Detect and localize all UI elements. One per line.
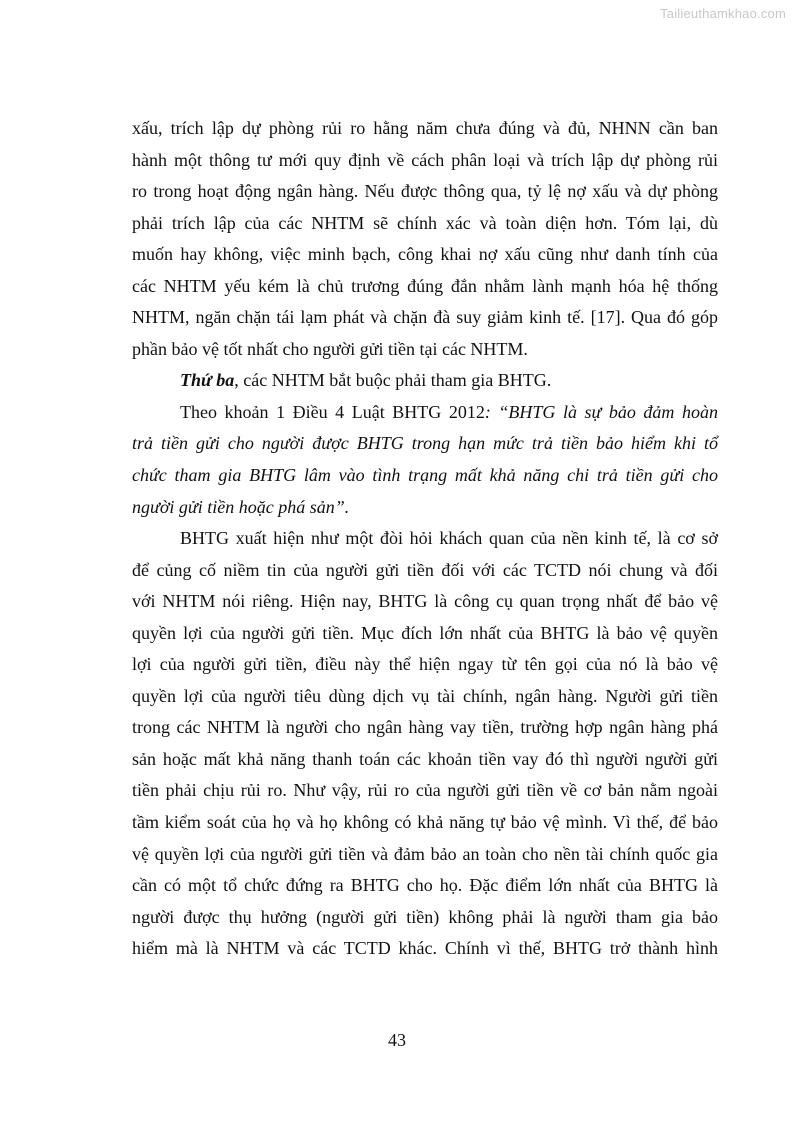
text-line xyxy=(132,302,718,334)
text-line xyxy=(132,428,718,460)
text-run: ro trong hoạt động ngân hàng. Nếu được thông qua, tỷ lệ nợ xấu và dự phòng xyxy=(132,181,718,202)
text-line xyxy=(132,492,718,524)
text-line xyxy=(132,681,718,713)
text-line xyxy=(132,208,718,240)
text-run: để củng cố niềm tin của người gửi tiền đối với các TCTD nói chung và đối xyxy=(132,559,718,580)
text-line xyxy=(132,807,718,839)
text-run: tầm kiểm soát của họ và họ không có khả năng tự bảo vệ mình. Vì thế, để bảo xyxy=(132,812,718,833)
text-run: người được thụ hưởng (người gửi tiền) không phải là người tham gia bảo xyxy=(132,906,718,927)
text-run: quyền lợi của người gửi tiền. Mục đích lớn nhất của BHTG là bảo vệ quyền xyxy=(132,622,718,643)
text-line xyxy=(132,902,718,934)
text-run: lợi của người gửi tiền, điều này thể hiện ngay từ tên gọi của nó là bảo vệ xyxy=(132,654,718,675)
quoted-text: người gửi tiền hoặc phá sản”. xyxy=(132,496,350,517)
text-line xyxy=(132,933,718,965)
paragraph-law-quote xyxy=(132,397,718,523)
text-run: xấu, trích lập dự phòng rủi ro hằng năm chưa đúng và đủ, NHNN cần ban xyxy=(132,118,718,138)
paragraph-deposit-insurance xyxy=(132,523,718,965)
quoted-text: : “BHTG là sự bảo đảm hoàn xyxy=(484,401,718,422)
text-run: sản hoặc mất khả năng thanh toán các khoản tiền vay đó thì người người gửi xyxy=(132,748,718,769)
quoted-text: chức tham gia BHTG lâm vào tình trạng mất khả năng chi trả tiền gửi cho xyxy=(132,465,718,486)
text-run: phải trích lập của các NHTM sẽ chính xác và toàn diện hơn. Tóm lại, dù xyxy=(132,212,718,233)
text-run: phần bảo vệ tốt nhất cho người gửi tiền tại các NHTM. xyxy=(132,338,528,359)
text-line xyxy=(132,775,718,807)
text-line xyxy=(132,839,718,871)
text-line xyxy=(132,365,718,397)
text-run: tiền phải chịu rủi ro. Như vậy, rủi ro của người gửi tiền về cơ bản nằm ngoài xyxy=(132,780,718,801)
text-line xyxy=(132,176,718,208)
text-run: hiểm mà là NHTM và các TCTD khác. Chính vì thế, BHTG trở thành hình xyxy=(132,938,718,959)
text-line xyxy=(132,334,718,366)
text-line xyxy=(132,523,718,555)
text-line xyxy=(132,744,718,776)
text-line xyxy=(132,145,718,177)
text-line xyxy=(132,649,718,681)
text-run: NHTM, ngăn chặn tái lạm phát và chặn đà suy giảm kinh tế. [17]. Qua đó góp xyxy=(132,307,718,328)
text-run: vệ quyền lợi của người gửi tiền và đảm bảo an toàn cho nền tài chính quốc gia xyxy=(132,843,718,864)
page-number: 43 xyxy=(388,1030,406,1050)
text-line xyxy=(132,271,718,303)
paragraph-nonperforming-loans xyxy=(132,113,718,365)
text-run: muốn hay không, việc minh bạch, công khai nợ xấu cũng như danh tính của xyxy=(132,244,718,265)
text-run: quyền lợi của người tiêu dùng dịch vụ tài chính, ngân hàng. Người gửi tiền xyxy=(132,685,718,706)
text-line xyxy=(132,555,718,587)
text-run: , các NHTM bắt buộc phải tham gia BHTG. xyxy=(234,370,552,391)
text-run: các NHTM yếu kém là chủ trương đúng đắn nhằm lành mạnh hóa hệ thống xyxy=(132,275,718,296)
text-line xyxy=(132,586,718,618)
text-line xyxy=(132,618,718,650)
text-line xyxy=(132,239,718,271)
text-run: trong các NHTM là người cho ngân hàng vay tiền, trường hợp ngân hàng phá xyxy=(132,717,718,738)
text-line xyxy=(132,712,718,744)
text-line xyxy=(132,870,718,902)
text-run: với NHTM nói riêng. Hiện nay, BHTG là công cụ quan trọng nhất để bảo vệ xyxy=(132,591,718,612)
paragraph-third-point xyxy=(132,365,718,397)
text-run: Theo khoản 1 Điều 4 Luật BHTG 2012 xyxy=(180,401,485,422)
text-run: hành một thông tư mới quy định về cách phân loại và trích lập dự phòng rủi xyxy=(132,149,718,170)
emphasis-heading: Thứ ba xyxy=(180,370,235,391)
text-line xyxy=(132,397,718,429)
quoted-text: trả tiền gửi cho người được BHTG trong hạn mức trả tiền bảo hiểm khi tổ xyxy=(132,433,718,454)
watermark-text: Tailieuthamkhao.com xyxy=(660,6,786,21)
text-run: cần có một tổ chức đứng ra BHTG cho họ. Đặc điểm lớn nhất của BHTG là xyxy=(132,875,718,896)
text-run: BHTG xuất hiện như một đòi hỏi khách quan của nền kinh tế, là cơ sở xyxy=(180,528,718,549)
page-body xyxy=(132,113,718,965)
text-line xyxy=(132,460,718,492)
text-line xyxy=(132,113,718,145)
